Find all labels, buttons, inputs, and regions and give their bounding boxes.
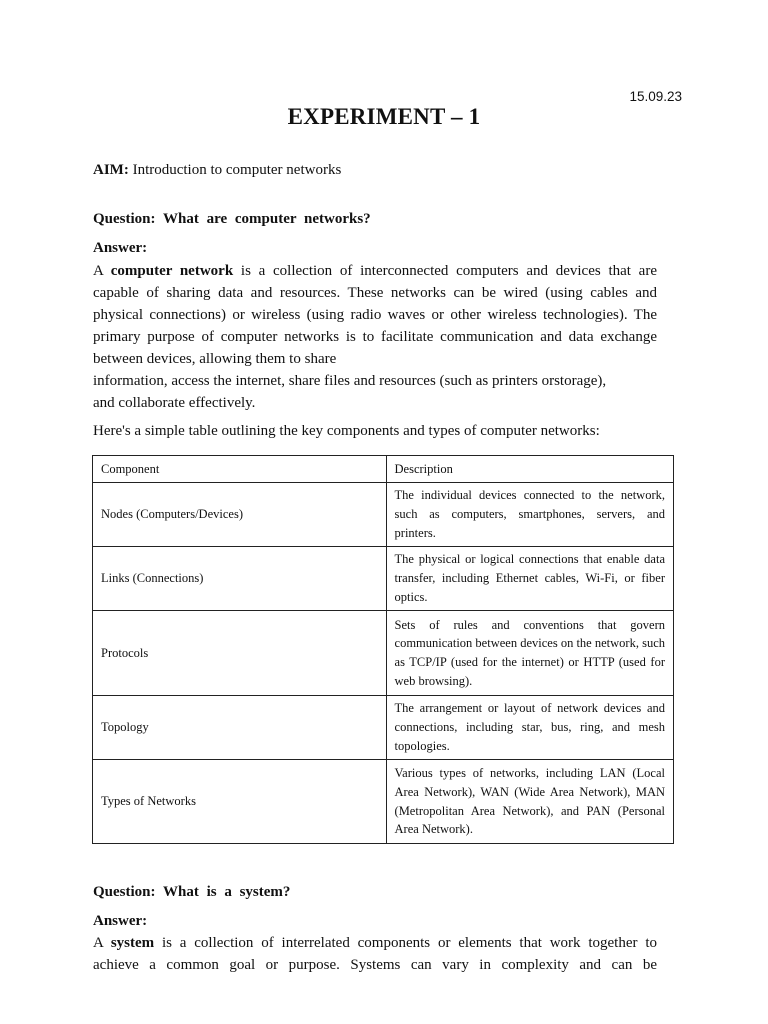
- table-header-component: Component: [93, 456, 387, 483]
- table-cell-component: Protocols: [93, 611, 387, 696]
- table-header-row: [93, 456, 674, 483]
- aim-label: AIM:: [93, 162, 129, 178]
- network-components-table: [92, 455, 674, 844]
- answer-1-line: between devices, allowing them to share: [93, 351, 337, 367]
- table-cell-description: Various types of networks, including LAN (Local Area Network), WAN (Wide Area Network), MAN (Metropolitan Area Network), and PAN (Personal Area Network).: [386, 760, 673, 844]
- table-cell-description: The physical or logical connections that enable data transfer, including Ethernet cables, Wi-Fi, or fiber optics.: [386, 547, 673, 611]
- table-cell-component: Nodes (Computers/Devices): [93, 483, 387, 547]
- table-row: [93, 547, 674, 611]
- table-intro: Here's a simple table outlining the key components and types of computer networks:: [93, 423, 600, 439]
- page-title: EXPERIMENT – 1: [287, 104, 481, 129]
- answer-1-line: information, access the internet, share files and resources (such as printers orstorage),: [93, 373, 607, 389]
- question-2: Question: What is a system?: [93, 884, 291, 900]
- question-1: Question: What are computer networks?: [93, 211, 371, 227]
- answer-2-line: A system is a collection of interrelated components or elements that work together to: [93, 935, 657, 951]
- table-row: [93, 696, 674, 760]
- table-header-description: Description: [386, 456, 673, 483]
- table-cell-description: The arrangement or layout of network devices and connections, including star, bus, ring, and mesh topologies.: [386, 696, 673, 760]
- aim-line: [93, 162, 341, 179]
- table-cell-description: The individual devices connected to the network, such as computers, smartphones, servers, and printers.: [386, 483, 673, 547]
- answer-1-line: and collaborate effectively.: [93, 395, 256, 411]
- document-date: 15.09.23: [629, 89, 682, 104]
- table-cell-component: Types of Networks: [93, 760, 387, 844]
- answer-2-line: achieve a common goal or purpose. Systems can vary in complexity and can be: [93, 957, 657, 973]
- answer-2-paragraph: [93, 932, 657, 976]
- table-cell-component: Links (Connections): [93, 547, 387, 611]
- table-cell-description: Sets of rules and conventions that govern communication between devices on the network, such as TCP/IP (used for the internet) or HTTP (used for web browsing).: [386, 611, 673, 696]
- answer-1-paragraph: [93, 260, 657, 414]
- table-row: [93, 760, 674, 844]
- aim-text: Introduction to computer networks: [132, 162, 342, 178]
- answer-1-line: primary purpose of computer networks is to facilitate communication and data exchange: [93, 329, 657, 345]
- answer-1-line: A computer network is a collection of interconnected computers and devices that are: [93, 263, 657, 279]
- answer-2-label: Answer:: [93, 913, 148, 929]
- answer-1-line: physical connections) or wireless (using radio waves or other wireless technologies). The: [93, 307, 657, 323]
- table-row: [93, 483, 674, 547]
- answer-1-label: Answer:: [93, 240, 148, 256]
- table-row: [93, 611, 674, 696]
- table-cell-component: Topology: [93, 696, 387, 760]
- answer-1-line: capable of sharing data and resources. These networks can be wired (using cables and: [93, 285, 657, 301]
